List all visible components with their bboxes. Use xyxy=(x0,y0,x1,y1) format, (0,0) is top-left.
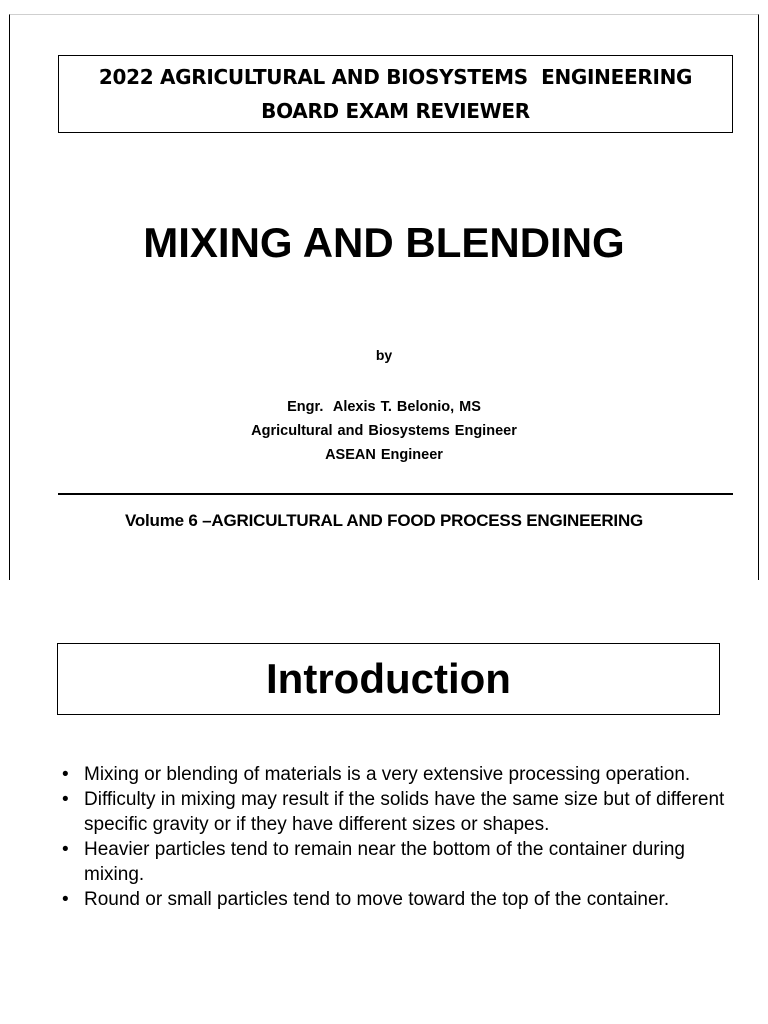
bullet-list xyxy=(62,762,732,912)
author-name: Engr. Alexis T. Belonio, MS xyxy=(287,399,481,415)
main-title: MIXING AND BLENDING xyxy=(143,219,625,266)
bullet-item: • Heavier particles tend to remain near the bottom of the container during mixing. xyxy=(62,837,732,887)
author-block xyxy=(10,395,758,467)
by-label: by xyxy=(375,347,393,363)
bullet-item: • Mixing or blending of materials is a very extensive processing operation. xyxy=(62,762,732,787)
divider-line xyxy=(58,493,733,495)
bullet-item: • Round or small particles tend to move toward the top of the container. xyxy=(62,887,732,912)
exam-title-line-1: 2022 AGRICULTURAL AND BIOSYSTEMS ENGINEERING xyxy=(98,65,693,89)
volume-label: Volume 6 –AGRICULTURAL AND FOOD PROCESS ENGINEERING xyxy=(124,511,644,530)
author-credential: ASEAN Engineer xyxy=(325,447,443,463)
introduction-title: Introduction xyxy=(266,655,511,702)
introduction-title-box xyxy=(57,643,720,715)
title-slide xyxy=(9,14,759,580)
exam-title-line-2: BOARD EXAM REVIEWER xyxy=(261,99,530,123)
bullet-item: • Difficulty in mixing may result if the solids have the same size but of different specific gravity or if they have different sizes or shapes. xyxy=(62,787,732,837)
author-title: Agricultural and Biosystems Engineer xyxy=(251,423,517,439)
exam-title-box xyxy=(58,55,733,133)
